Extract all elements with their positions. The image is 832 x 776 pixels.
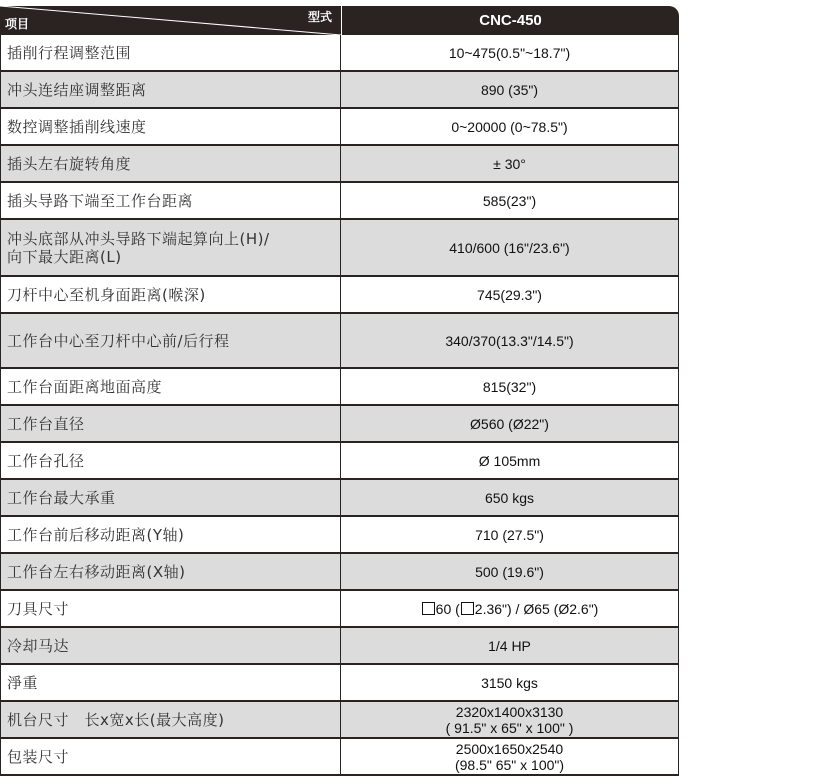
row-label bbox=[1, 220, 341, 275]
row-label: 淨重 bbox=[1, 665, 341, 700]
row-value: 710 (27.5") bbox=[475, 526, 544, 543]
row-value-line2: ( 91.5" x 65" x 100" ) bbox=[445, 719, 574, 736]
table-row bbox=[1, 443, 678, 480]
row-value: 890 (35") bbox=[480, 81, 539, 98]
header-item-label: 项目 bbox=[5, 17, 30, 31]
spec-table bbox=[0, 6, 679, 776]
row-value: 340/370(13.3"/14.5") bbox=[445, 332, 574, 349]
row-value: 650 kgs bbox=[484, 489, 535, 506]
table-row bbox=[1, 665, 678, 702]
row-label: 冲头连结座调整距离 bbox=[1, 72, 341, 107]
row-value: 500 (19.6") bbox=[475, 563, 544, 580]
table-row bbox=[1, 702, 678, 739]
row-label: 工作台直径 bbox=[1, 406, 341, 441]
table-row bbox=[1, 369, 678, 406]
table-row bbox=[1, 517, 678, 554]
square-symbol-icon bbox=[422, 602, 435, 615]
row-label: 插头左右旋转角度 bbox=[1, 146, 341, 181]
row-value bbox=[341, 739, 678, 774]
row-value: 10~475(0.5"~18.7") bbox=[448, 44, 571, 61]
row-label: 刀杆中心至机身面距离(喉深) bbox=[1, 277, 341, 312]
row-value: 745(29.3") bbox=[477, 286, 542, 303]
row-value bbox=[341, 702, 678, 737]
table-row bbox=[1, 183, 678, 220]
table-row bbox=[1, 277, 678, 314]
row-label: 工作台前后移动距离(Y轴) bbox=[1, 517, 341, 552]
row-value: 410/600 (16"/23.6") bbox=[449, 239, 570, 256]
table-row bbox=[1, 591, 678, 628]
header-model-value: CNC-450 bbox=[479, 12, 542, 29]
row-value: 0~20000 (0~78.5") bbox=[451, 118, 568, 135]
row-label: 刀具尺寸 bbox=[1, 591, 341, 626]
row-value: 3150 kgs bbox=[481, 674, 538, 691]
row-label: 冷却马达 bbox=[1, 628, 341, 663]
header-model-label: 型式 bbox=[307, 10, 332, 24]
table-row bbox=[1, 35, 678, 72]
row-label: 机台尺寸 长x宽x长(最大高度) bbox=[1, 702, 341, 737]
row-value: 585(23") bbox=[482, 192, 537, 209]
table-row bbox=[1, 554, 678, 591]
row-value-line1: 2320x1400x3130 bbox=[455, 703, 564, 720]
table-row bbox=[1, 406, 678, 443]
table-row bbox=[1, 146, 678, 183]
table-row bbox=[1, 109, 678, 146]
table-row bbox=[1, 480, 678, 517]
row-label: 工作台中心至刀杆中心前/后行程 bbox=[1, 314, 341, 367]
diagonal-divider bbox=[0, 6, 341, 35]
table-row bbox=[1, 739, 678, 776]
square-symbol-icon bbox=[461, 602, 474, 615]
table-header bbox=[0, 6, 679, 35]
row-value: ± 30° bbox=[493, 155, 526, 172]
row-label: 插削行程调整范围 bbox=[1, 35, 341, 70]
row-label: 包装尺寸 bbox=[1, 739, 341, 774]
row-value: 815(32") bbox=[482, 378, 537, 395]
row-value-line1: 2500x1650x2540 bbox=[455, 740, 564, 757]
table-row bbox=[1, 628, 678, 665]
row-value bbox=[341, 591, 678, 626]
table-row bbox=[1, 314, 678, 369]
row-value-line2: (98.5" 65" x 100") bbox=[454, 756, 565, 773]
table-body bbox=[0, 35, 679, 776]
row-label: 工作台孔径 bbox=[1, 443, 341, 478]
tool-size-part-a: 60 ( bbox=[435, 600, 460, 617]
row-value: 1/4 HP bbox=[488, 637, 531, 654]
row-value: Ø560 (Ø22") bbox=[470, 415, 549, 432]
row-label: 工作台最大承重 bbox=[1, 480, 341, 515]
table-row bbox=[1, 220, 678, 277]
row-label: 插头导路下端至工作台距离 bbox=[1, 183, 341, 218]
header-corner-cell bbox=[0, 6, 342, 35]
row-label-line2: 向下最大距离(L) bbox=[7, 247, 122, 266]
tool-size-part-b: 2.36") / Ø65 (Ø2.6") bbox=[474, 600, 599, 617]
row-label: 数控调整插削线速度 bbox=[1, 109, 341, 144]
row-label: 工作台面距离地面高度 bbox=[1, 369, 341, 404]
row-label: 工作台左右移动距离(X轴) bbox=[1, 554, 341, 589]
table-row bbox=[1, 72, 678, 109]
row-label-line1: 冲头底部从冲头导路下端起算向上(H)/ bbox=[7, 229, 270, 248]
row-value: Ø 105mm bbox=[478, 452, 541, 469]
